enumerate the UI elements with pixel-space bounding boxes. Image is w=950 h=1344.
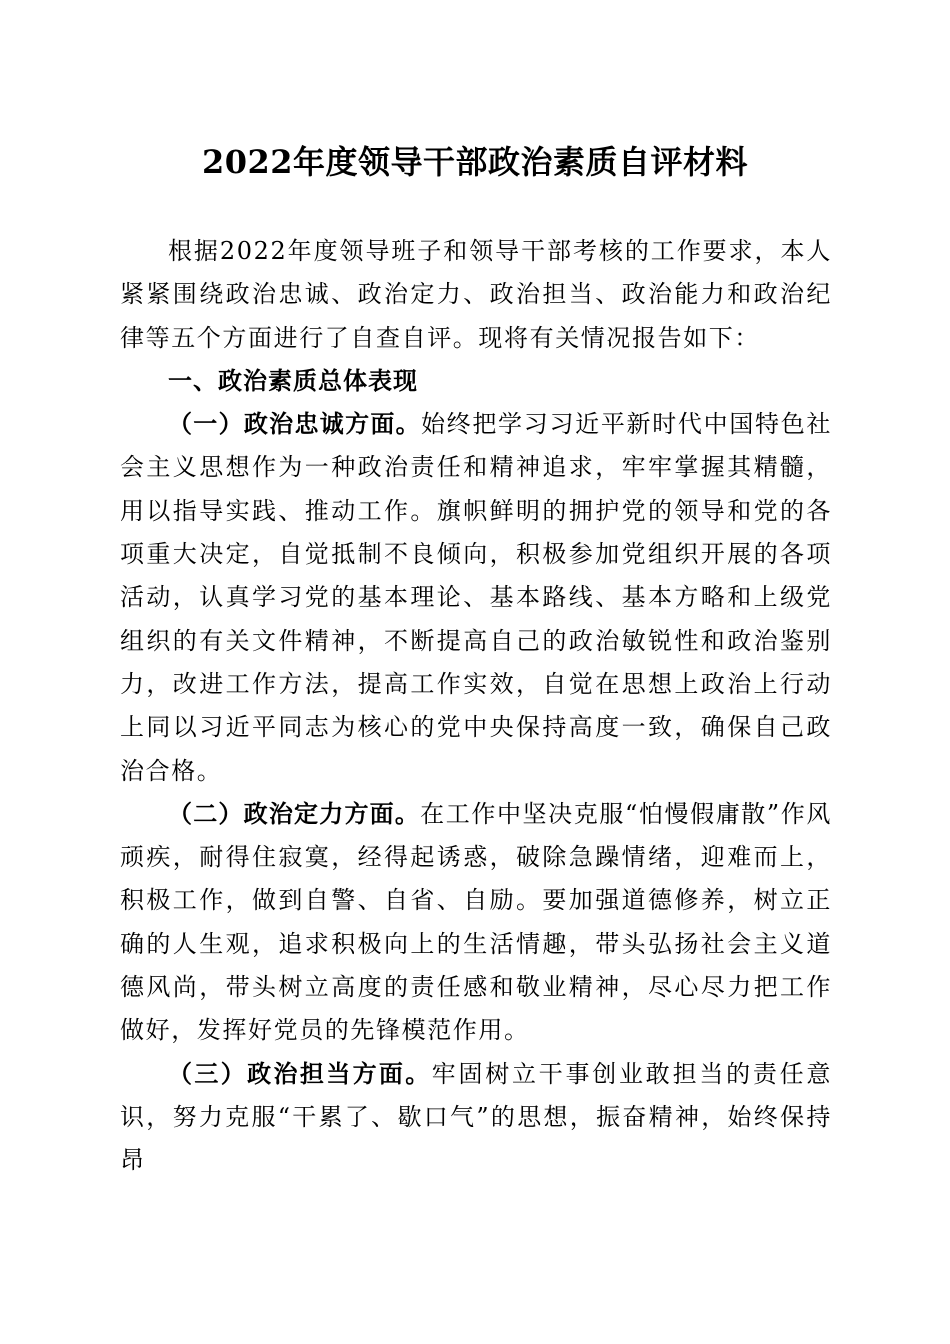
paragraph-political-loyalty [120, 403, 832, 793]
section-heading: 一、政治素质总体表现 [168, 366, 418, 395]
paragraph-text: 始终把学习习近平新时代中国特色社会主义思想作为一种政治责任和精神追求，牢牢掌握其精髓，用以指导实践、推动工作。旗帜鲜明的拥护党的领导和党的各项重大决定，自觉抵制不良倾向，积极参加党组织开展的各项活动，认真学习党的基本理论、基本路线、基本方略和上级党组织的有关文件精神，不断提高自己的政治敏锐性和政治鉴别力，改进工作方法，提高工作实效，自觉在思想上政治上行动上同以习近平同志为核心的党中央保持高度一致，确保自己政治合格。 [120, 410, 833, 785]
paragraph-lead: （三）政治担当方面。 [168, 1059, 432, 1088]
intro-paragraph: 根据2022年度领导班子和领导干部考核的工作要求，本人紧紧围绕政治忠诚、政治定力、政治担当、政治能力和政治纪律等五个方面进行了自查自评。现将有关情况报告如下： [120, 237, 832, 352]
paragraph-lead: （一）政治忠诚方面。 [168, 410, 421, 439]
paragraph-political-resolve [120, 793, 832, 1053]
document-body [120, 230, 832, 1183]
document-title: 2022年度领导干部政治素质自评材料 [201, 143, 749, 181]
paragraph-text: 在工作中坚决克服“怕慢假庸散”作风顽疾，耐得住寂寞，经得起诱惑，破除急躁情绪，迎难而上，积极工作，做到自警、自省、自励。要加强道德修养，树立正确的人生观，追求积极向上的生活情趣，带头弘扬社会主义道德风尚，带头树立高度的责任感和敬业精神，尽心尽力把工作做好，发挥好党员的先锋模范作用。 [120, 799, 833, 1045]
paragraph-political-responsibility [120, 1053, 832, 1183]
paragraph-lead: （二）政治定力方面。 [168, 799, 421, 828]
paragraph-text: 牢固树立干事创业敢担当的责任意识，努力克服“干累了、歇口气”的思想，振奋精神，始终保持昂 [120, 1059, 833, 1175]
